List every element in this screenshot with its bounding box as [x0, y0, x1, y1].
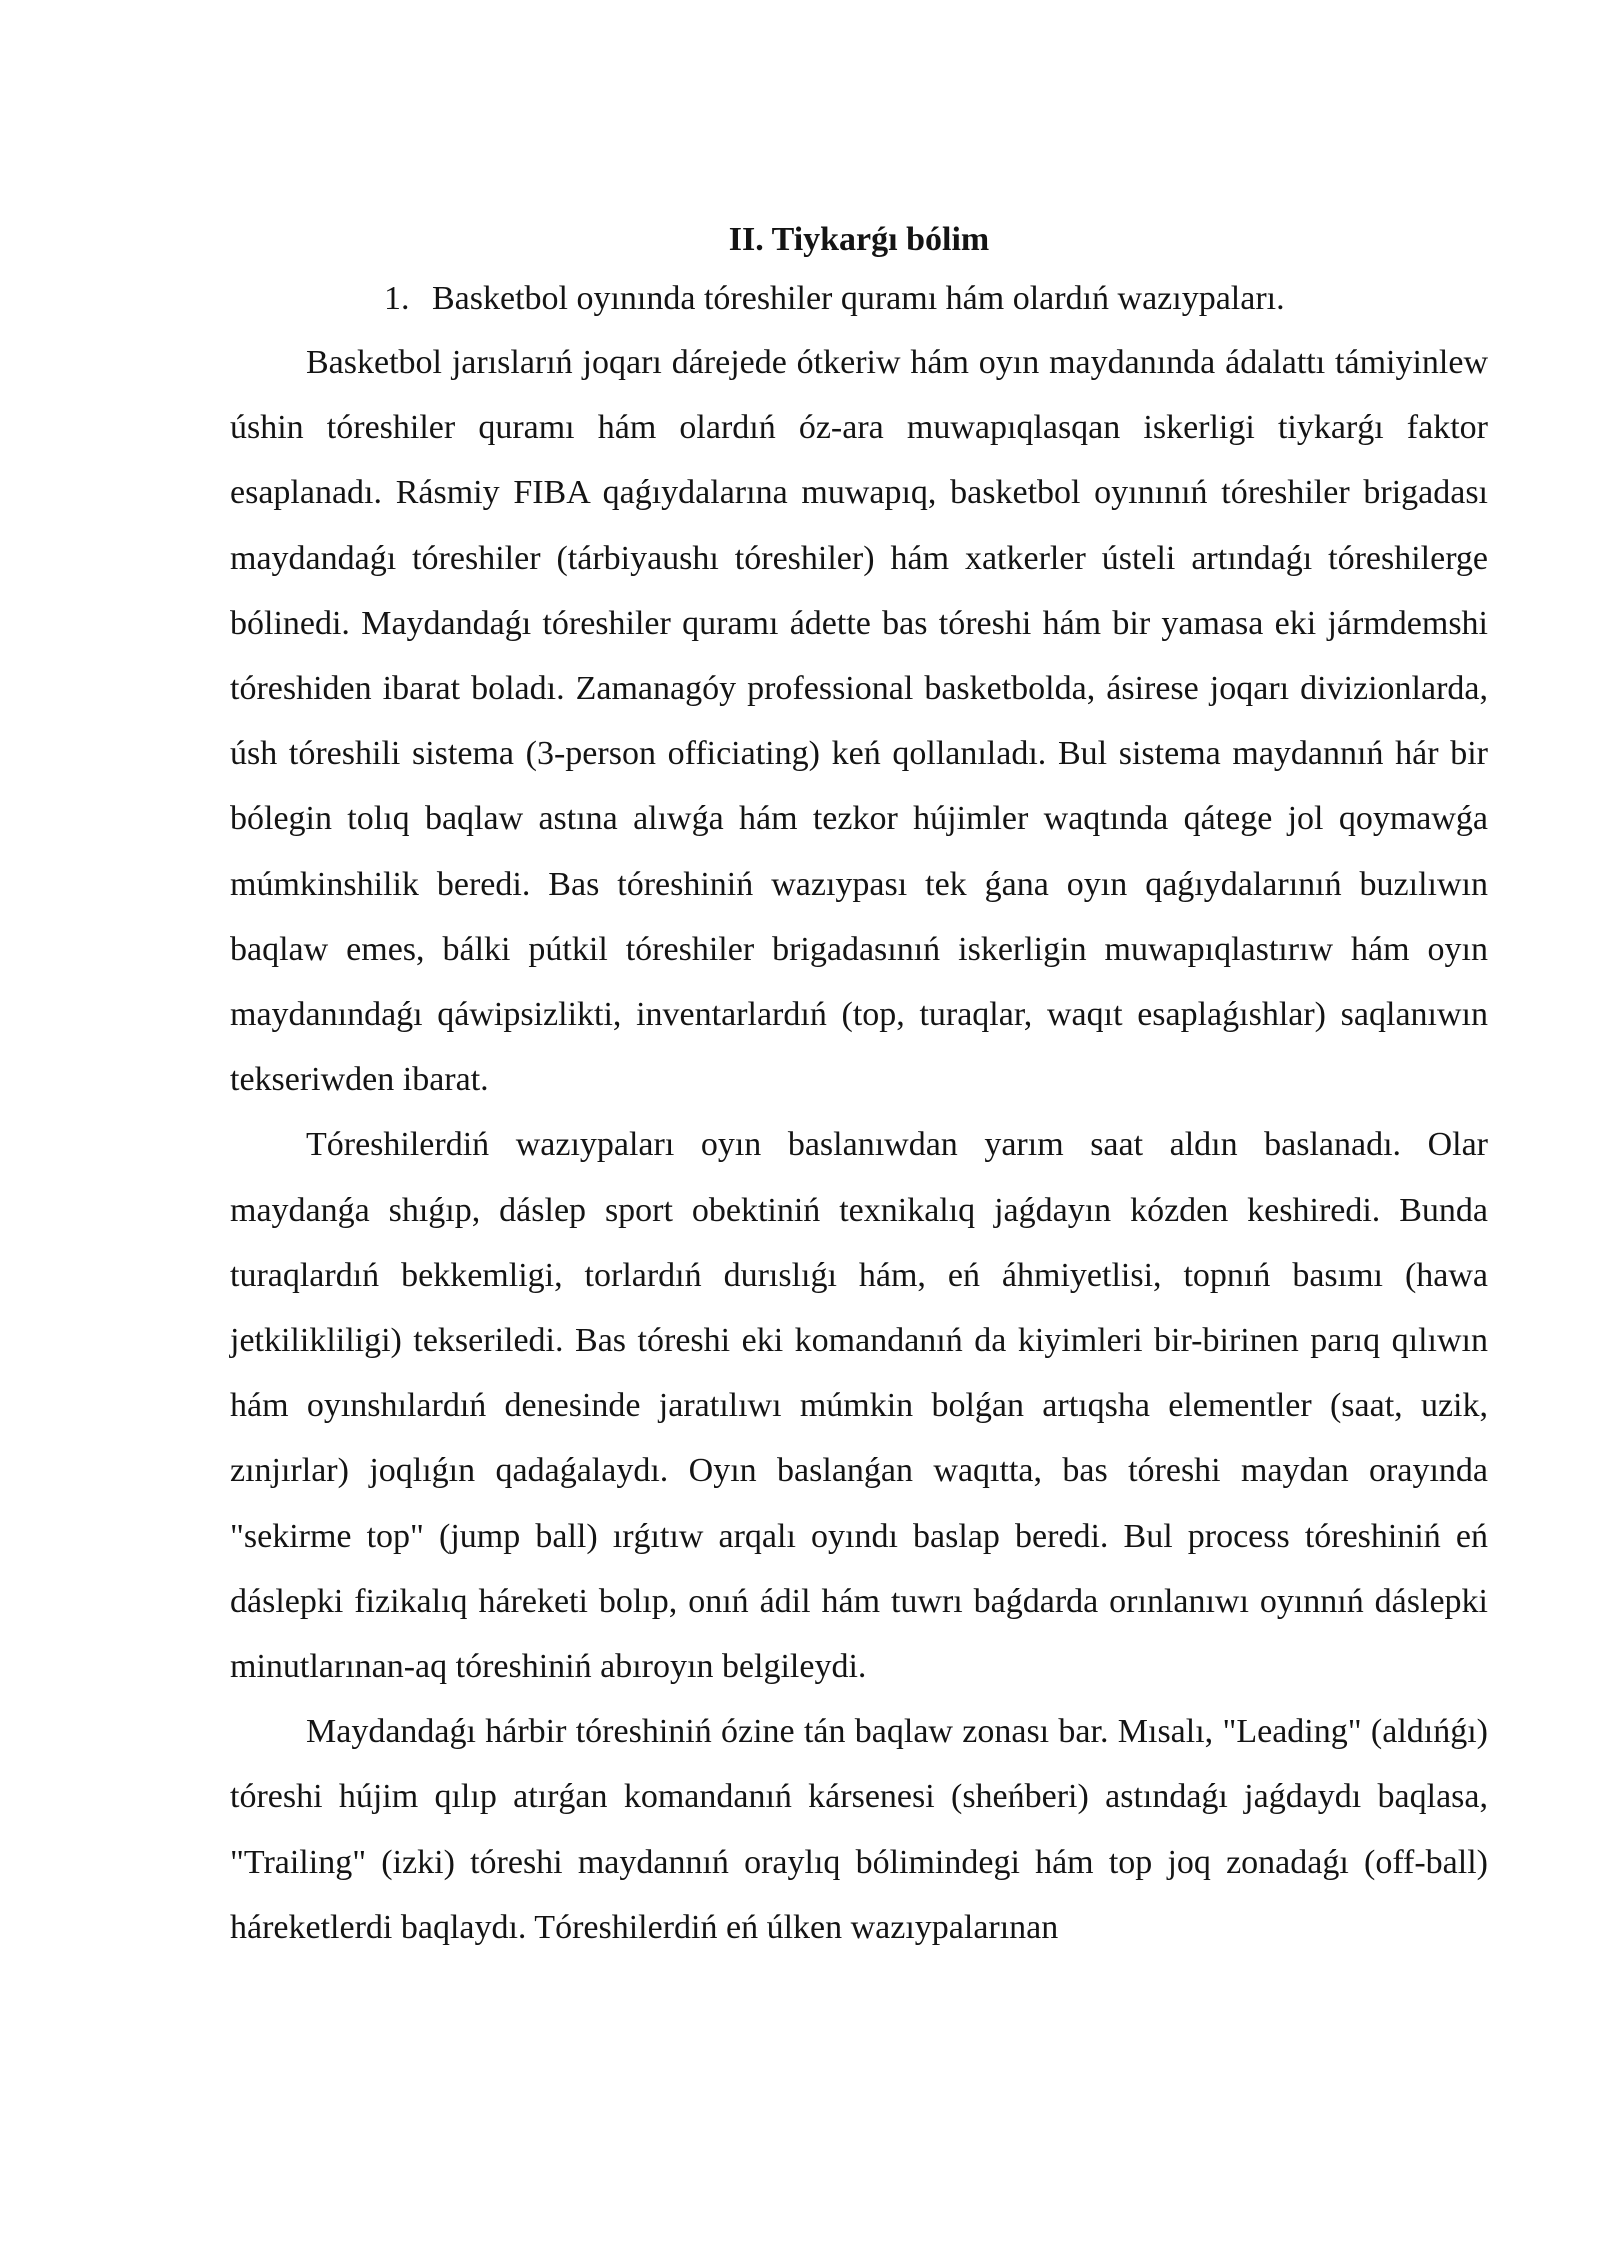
subsection-number: 1. [384, 280, 410, 317]
section-title: II. Tiykarǵı bólim [728, 221, 990, 258]
subsection-title: Basketbol oyınında tóreshiler quramı hám olardıń wazıypaları. [432, 280, 1285, 317]
paragraph-2: Tóreshilerdiń wazıypaları oyın baslanıwdan yarım saat aldın baslanadı. Olar maydanǵa shıǵıp, dáslep sport obektiniń texnikalıq jaǵdayın kózden keshiredi. Bunda turaqlardıń bekkemligi, torlardıń durıslıǵı hám, eń áhmiyetlisi, topnıń basımı (hawa jetkilikliligi) tekseriledi. Bas tóreshi eki komandanıń da kiyimleri bir-birinen parıq qılıwın hám oyınshılardıń denesinde jaratılıwı múmkin bolǵan artıqsha elementler (saat, uzik, zınjırlar) joqlıǵın qadaǵalaydı. Oyın baslanǵan waqıtta, bas tóreshi maydan orayında "sekirme top" (jump ball) ırǵıtıw arqalı oyındı baslap beredi. Bul process tóreshiniń eń dáslepki fizikalıq háreketi bolıp, onıń ádil hám tuwrı baǵdarda orınlanıwı oyınnıń dáslepki minutlarınan-aq tóreshiniń abıroyın belgileydi. [230, 1126, 1488, 1686]
subsection-heading [230, 268, 1488, 330]
paragraph-3: Maydandaǵı hárbir tóreshiniń ózine tán baqlaw zonası bar. Mısalı, "Leading" (aldıńǵı) tóreshi hújim qılıp atırǵan komandanıń kársenesi (sheńberi) astındaǵı jaǵdaydı baqlasa, "Trailing" (izki) tóreshi maydannıń oraylıq bólimindegi hám top joq zonadaǵı (off-ball) háreketlerdi baqlaydı. Tóreshilerdiń eń úlken wazıypalarınan [230, 1713, 1488, 1946]
paragraph-1: Basketbol jarıslarıń joqarı dárejede ótkeriw hám oyın maydanında ádalattı támiyinlew úshin tóreshiler quramı hám olardıń óz-ara muwapıqlasqan iskerligi tiykarǵı faktor esaplanadı. Rásmiy FIBA qaǵıydalarına muwapıq, basketbol oyınınıń tóreshiler brigadası maydandaǵı tóreshiler (tárbiyaushı tóreshiler) hám xatkerler ústeli artındaǵı tóreshilerge bólinedi. Maydandaǵı tóreshiler quramı ádette bas tóreshi hám bir yamasa eki jármdemshi tóreshiden ibarat boladı. Zamanagóy professional basketbolda, ásirese joqarı divizionlarda, úsh tóreshili sistema (3-person officiating) keń qollanıladı. Bul sistema maydannıń hár bir bólegin tolıq baqlaw astına alıwǵa hám tezkor hújimler waqtında qátege jol qoymawǵa múmkinshilik beredi. Bas tóreshiniń wazıypası tek ǵana oyın qaǵıydalarınıń buzılıwın baqlaw emes, bálki pútkil tóreshiler brigadasınıń iskerligin muwapıqlastırıw hám oyın maydanındaǵı qáwipsizlikti, inventarlardıń (top, turaqlar, waqıt esaplaǵıshlar) saqlanıwın tekseriwden ibarat. [230, 344, 1488, 1099]
document-page [230, 212, 1488, 1960]
